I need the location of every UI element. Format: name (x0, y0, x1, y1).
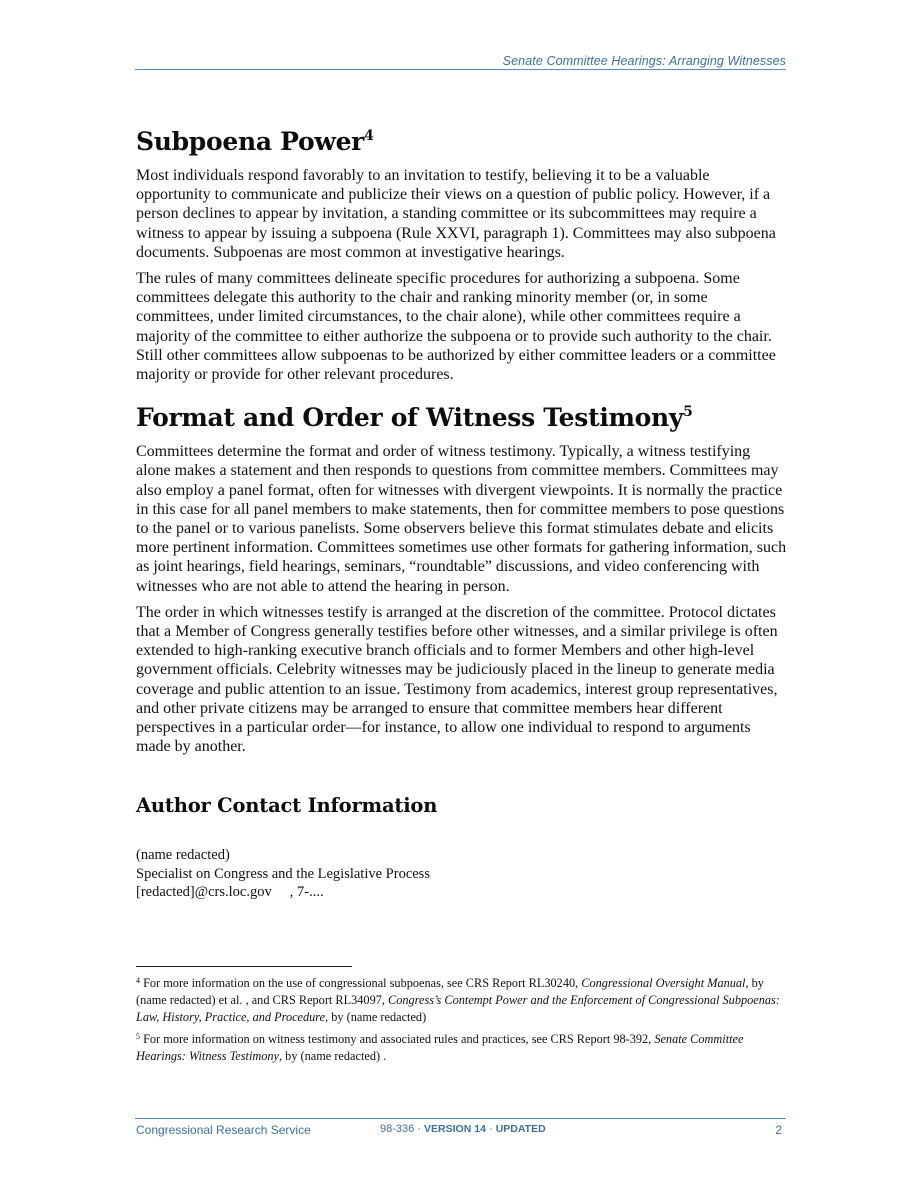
footnote-4: $^4$ For more information on the use of congressional subpoenas, see CRS Report RL30240, Congressional Oversight Manual, by (name redacted) et al. , and CRS Report RL34097, Congress’s Contempt Power and the Enforcement of Congressional Subpoenas: Law, History, Practice, and Procedure, by (name redacted) (136, 976, 780, 1024)
author-title: Specialist on Congress and the Legislative Process (136, 865, 430, 882)
author-contact-heading: Author Contact Information (136, 794, 438, 818)
page-footer (136, 1123, 785, 1139)
paragraph: Committees determine the format and order of witness testimony. Typically, a witness testifying alone makes a statement and then responds to questions from committee members. Committees may also employ a panel format, often for witnesses with divergent viewpoints. It is normally the practice in this case for all panel members to make statements, then for committee members to pose questions to the panel or to various panelists. Some observers believe this format stimulates debate and elicits more pertinent information. Committees sometimes use other formats for gathering information, such as joint hearings, field hearings, seminars, “roundtable” discussions, and video conferencing with witnesses who are not able to attend the hearing in person. (136, 443, 787, 595)
main-content (136, 126, 788, 902)
header-divider (135, 69, 786, 70)
footnote-divider (136, 966, 352, 967)
author-email-line (136, 883, 788, 902)
paragraph: The order in which witnesses testify is arranged at the discretion of the committee. Protocol dictates that a Member of Congress generally testifies before other witnesses, and a similar privilege is often extended to high-ranking executive branch officials and to former Members and other high-level government officials. Celebrity witnesses may be judiciously placed in the lineup to generate media coverage and public attention to an issue. Testimony from academics, interest group representatives, and other private citizens may be arranged to ensure that committee members hear different perspectives in a particular order—for instance, to allow one individual to respond to arguments made by another. (136, 603, 778, 756)
footer-divider (135, 1118, 786, 1119)
footnotes (136, 975, 788, 1070)
section-title-format-order: Format and Order of Witness Testimony$^5$ (136, 403, 693, 433)
author-phone: , 7-.... (289, 884, 324, 901)
footer-page-number: 2 (775, 1123, 782, 1137)
paragraph: The rules of many committees delineate specific procedures for authorizing a subpoena. Some committees delegate this authority to the chair and ranking minority member (or, in some committees, under limited circumstances, to the chair alone), while other committees require a majority of the committee to either authorize the subpoena or to provide such authority to the chair. Still other committees allow subpoenas to be authorized by either committee leaders or a committee majority or provide for other relevant procedures. (136, 270, 776, 384)
footnote-5: $^5$ For more information on witness testimony and associated rules and practices, see CRS Report 98-392, Senate Committee Hearings: Witness Testimony, by (name redacted) . (136, 1032, 744, 1063)
author-name: (name redacted) (136, 847, 230, 864)
footer-organization: Congressional Research Service (136, 1123, 311, 1137)
running-header: Senate Committee Hearings: Arranging Witnesses (502, 54, 786, 68)
footnote-ref-4[interactable]: 4 (364, 128, 374, 144)
footer-report-id: 98-336 · VERSION 14 · UPDATED (380, 1123, 546, 1135)
section-title-subpoena-power: Subpoena Power$^4$ (136, 127, 374, 156)
paragraph: Most individuals respond favorably to an invitation to testify, believing it to be a valuable opportunity to communicate and publicize their views on a question of public policy. However, if a person declines to appear by invitation, a standing committee or its subcommittees may require a witness to appear by issuing a subpoena (Rule XXVI, paragraph 1). Committees may also subpoena documents. Subpoenas are most common at investigative hearings. (136, 167, 776, 261)
author-contact-block (136, 846, 788, 902)
footnote-ref-5[interactable]: 5 (683, 404, 693, 421)
author-email-link[interactable]: [redacted]@crs.loc.gov (136, 884, 272, 901)
